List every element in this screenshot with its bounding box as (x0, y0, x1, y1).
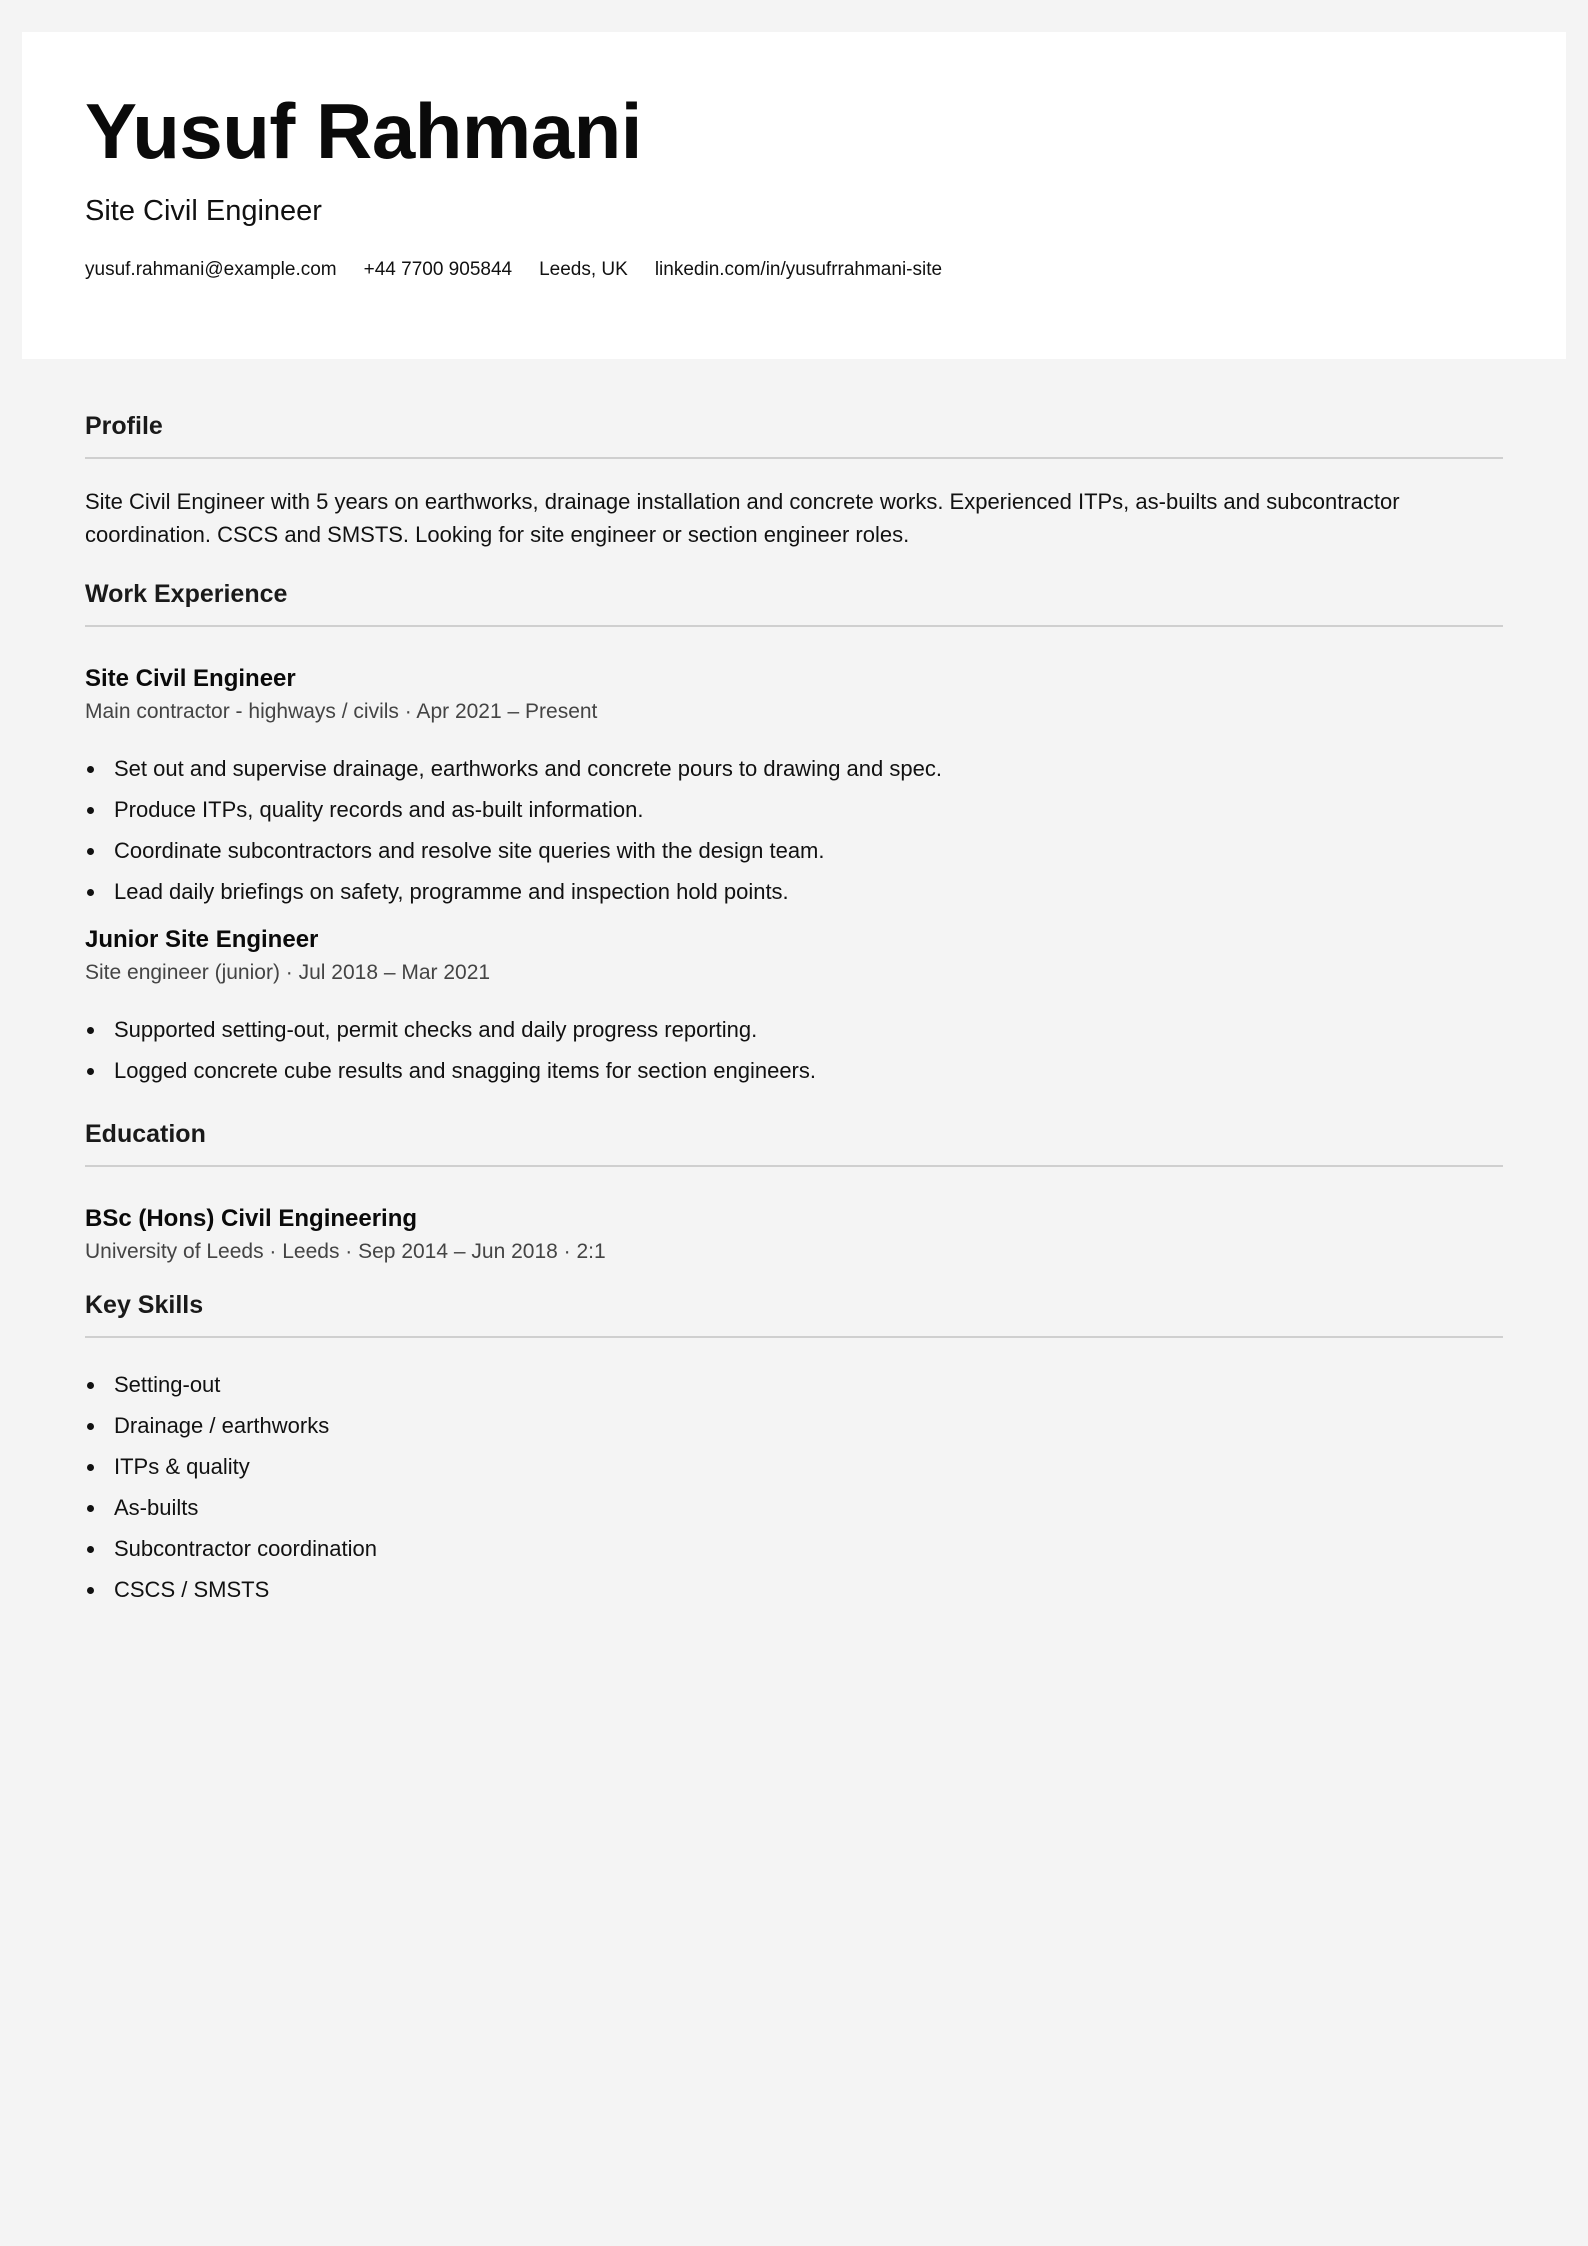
skill-item: Drainage / earthworks (85, 1405, 1503, 1446)
contact-location: Leeds, UK (539, 259, 628, 280)
skills-section (85, 1293, 1503, 1610)
skill-item: ITPs & quality (85, 1446, 1503, 1487)
section-heading-education: Education (85, 1122, 1503, 1167)
contact-email[interactable]: yusuf.rahmani@example.com (85, 259, 337, 280)
job-entry (85, 667, 1503, 912)
job-bullet: Logged concrete cube results and snagging items for section engineers. (85, 1050, 1503, 1091)
education-entry (85, 1207, 1503, 1262)
candidate-name: Yusuf Rahmani (85, 87, 642, 175)
job-entry (85, 928, 1503, 1091)
contact-bar (85, 260, 1566, 279)
job-bullets (85, 748, 1503, 912)
section-heading-profile: Profile (85, 414, 1503, 459)
education-section (85, 1122, 1503, 1262)
job-meta: Site engineer (junior) · Jul 2018 – Mar 2021 (85, 961, 491, 984)
job-bullet: Coordinate subcontractors and resolve site queries with the design team. (85, 830, 1503, 871)
skill-item: CSCS / SMSTS (85, 1569, 1503, 1610)
contact-linkedin[interactable]: linkedin.com/in/yusufrrahmani-site (654, 259, 943, 280)
contact-phone[interactable]: +44 7700 905844 (363, 259, 513, 280)
section-heading-experience: Work Experience (85, 582, 1503, 627)
experience-section (85, 582, 1503, 1091)
skills-list (85, 1364, 1503, 1610)
job-bullet: Set out and supervise drainage, earthworks and concrete pours to drawing and spec. (85, 748, 1503, 789)
resume-header (22, 32, 1566, 359)
skill-item: As-builts (85, 1487, 1503, 1528)
job-bullets (85, 1009, 1503, 1091)
degree-title: BSc (Hons) Civil Engineering (85, 1205, 418, 1232)
profile-summary: Site Civil Engineer with 5 years on earthworks, drainage installation and concrete works. Experienced ITPs, as-builts and subcontractor coordination. CSCS and SMSTS. Looking for site engineer or section engineer roles. (85, 489, 1400, 547)
candidate-title: Site Civil Engineer (85, 195, 322, 227)
education-meta: University of Leeds · Leeds · Sep 2014 – Jun 2018 · 2:1 (85, 1240, 606, 1263)
job-bullet: Supported setting-out, permit checks and daily progress reporting. (85, 1009, 1503, 1050)
section-heading-skills: Key Skills (85, 1293, 1503, 1338)
skill-item: Subcontractor coordination (85, 1528, 1503, 1569)
job-bullet: Lead daily briefings on safety, programme and inspection hold points. (85, 871, 1503, 912)
resume-body (85, 414, 1503, 1610)
job-title: Junior Site Engineer (85, 926, 319, 953)
skill-item: Setting-out (85, 1364, 1503, 1405)
job-title: Site Civil Engineer (85, 665, 296, 692)
job-meta: Main contractor - highways / civils · Apr 2021 – Present (85, 700, 598, 723)
profile-section (85, 414, 1503, 551)
job-bullet: Produce ITPs, quality records and as-built information. (85, 789, 1503, 830)
